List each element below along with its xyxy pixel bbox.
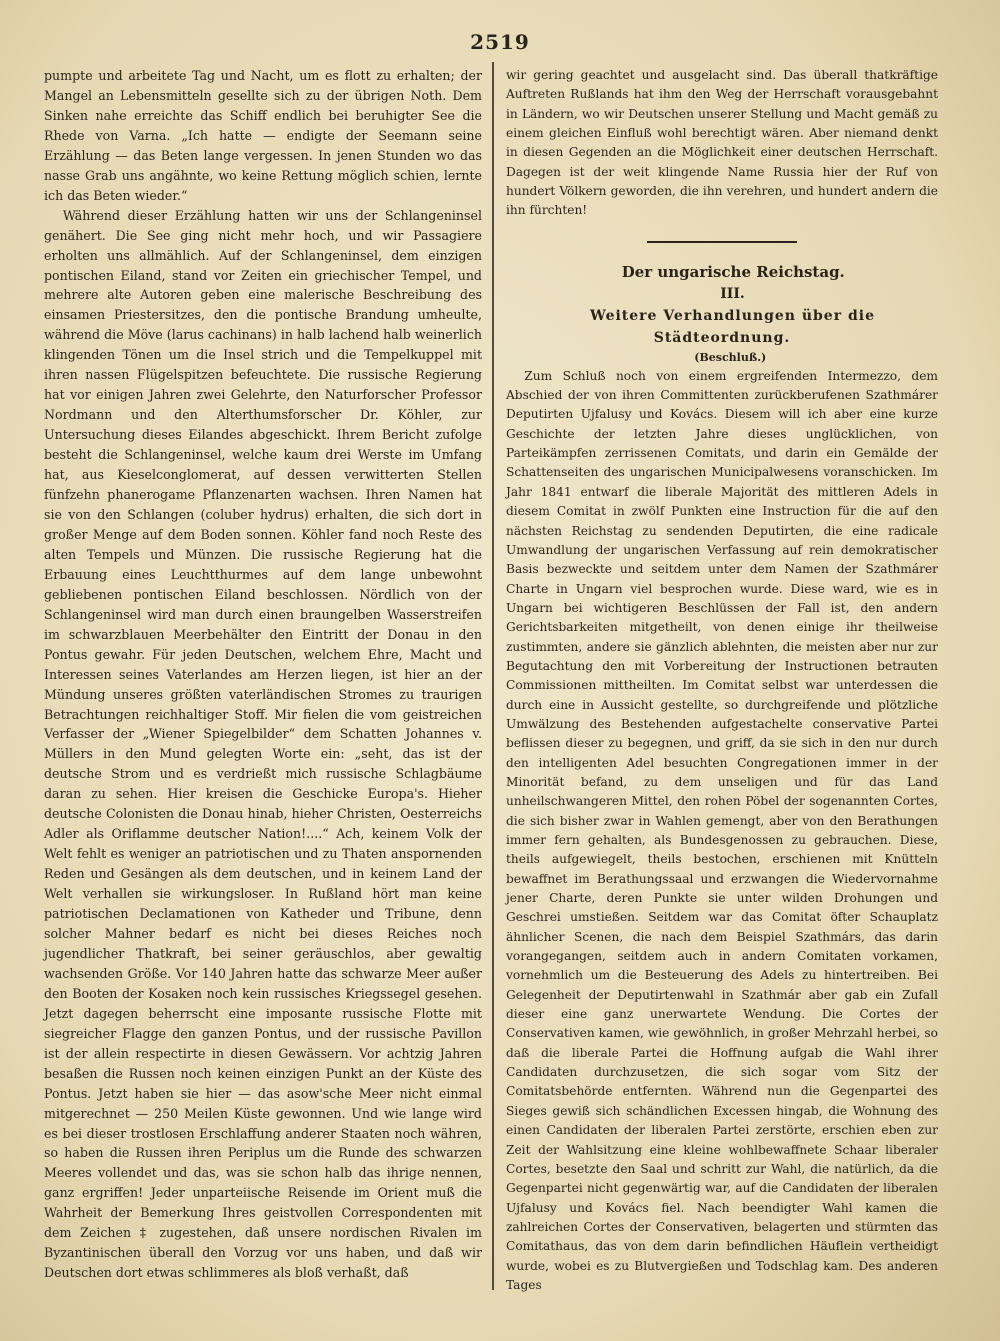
right-column [506, 66, 938, 1295]
right-intro-paragraph: wir gering geachtet und ausgelacht sind. Das überall thatkräftige Auftreten Rußlands hat ihm den Weg der Herrschaft vorausgebahnt in Ländern, wo wir Deutschen unserer Stellung und Macht gemäß zu einem gleichen Einfluß wohl berechtigt wären. Aber niemand denkt in diesen Gegenden an die Möglichkeit einer deutschen Herrschaft. Dagegen ist der weit klingende Name Russia hier der Ruf von hundert Völkern geworden, die ihn verehren, und hundert andern die ihn fürchten! [506, 68, 938, 218]
article-heading: Der ungarische Reichstag. [621, 262, 845, 281]
article-section-title: Weitere Verhandlungen über die Städteordnung. [590, 307, 875, 346]
left-column [44, 66, 482, 1283]
left-paragraph-1: pumpte und arbeitete Tag und Nacht, um es flott zu erhalten; der Mangel an Lebensmitteln gesellte sich zu der übrigen Noth. Dem Sinken nahe erreichte das Schiff endlich bei beruhigter See die Rhede von Varna. „Ich hatte — endigte der Seemann seine Erzählung — das Beten lange vergessen. In jenen Stunden wo das nasse Grab uns angähnte, wo keine Rettung möglich schien, lernte ich das Beten wieder.“ [44, 68, 482, 203]
left-paragraph-2: Während dieser Erzählung hatten wir uns der Schlangeninsel genähert. Die See ging nicht mehr hoch, und wir Passagiere erholten uns allmählich. Auf der Schlangeninsel, dem einzigen pontischen Eiland, stand vor Zeiten ein griechischer Tempel, und mehrere alte Autoren geben eine malerische Beschreibung des einsamen Priestersitzes, den die pontische Brandung umheulte, während die Möve (larus cachinans) in halb lachend halb weinerlich klingenden Tönen um die Insel strich und die Tempelkuppel mit ihren nassen Flügelspitzen befeuchtete. Die russische Regierung hat vor einigen Jahren zwei Gelehrte, den Naturforscher Professor Nordmann und den Alterthumsforscher Dr. Köhler, zur Untersuchung dieses Eilandes abgeschickt. Ihrem Bericht zufolge besteht die Schlangeninsel, welche kaum drei Werste im Umfang hat, aus Kieselconglomerat, auf dessen verwitterten Stellen fünfzehn phanerogame Pflanzenarten wachsen. Ihren Namen hat sie von den Schlangen (coluber hydrus) erhalten, die sich dort in großer Menge auf dem Boden sonnen. Köhler fand noch Reste des alten Tempels und Münzen. Die russische Regierung hat die Erbauung eines Leuchtthurmes auf dem lange unbewohnt gebliebenen pontischen Eiland beschlossen. Nördlich von der Schlangeninsel wird man durch einen braungelben Wasserstreifen im schwarzblauen Meerbehälter den Eintritt der Donau in den Pontus gewahr. Für jeden Deutschen, welchem Ehre, Macht und Interessen seines Vaterlandes am Herzen liegen, ist hier an der Mündung unseres größten vaterländischen Stromes zu traurigen Betrachtungen reichhaltiger Stoff. Mir fielen die vom geistreichen Verfasser der „Wiener Spiegelbilder“ dem Schatten Johannes v. Müllers in den Mund gelegten Worte ein: „seht, das ist der deutsche Strom und es verdrießt mich russische Schlagbäume daran zu sehen. Hier kreisen die Geschicke Europa's. Hieher deutsche Colonisten die Donau hinab, hieher Christen, Oesterreichs Adler als Oriflamme deutscher Nation!....“ Ach, keinem Volk der Welt fehlt es weniger an patriotischen und zu Thaten anspornenden Reden und Gesängen als dem deutschen, und in keinem Land der Welt verhallen sie wirkungsloser. In Rußland hört man keine patriotischen Declamationen von Katheder und Tribune, denn solcher Mahner bedarf es nicht bei dieses Reiches noch jugendlicher Thatkraft, bei seiner geräuschlos, aber gewaltig wachsenden Größe. Vor 140 Jahren hatte das schwarze Meer außer den Booten der Kosaken noch kein russisches Kriegssegel gesehen. Jetzt dagegen beherrscht eine imposante russische Flotte mit siegreicher Flagge den ganzen Pontus, und der russische Pavillon ist der allein respectirte in diesen Gewässern. Vor achtzig Jahren besaßen die Russen noch keinen einzigen Punkt an der Küste des Pontus. Jetzt haben sie hier — das asow'sche Meer nicht einmal mitgerechnet — 250 Meilen Küste gewonnen. Und wie lange wird es bei dieser trostlosen Erschlaffung anderer Staaten noch währen, so haben die Russen ihren Periplus um die Runde des schwarzen Meeres vollendet und das, was sie schon halb das ihrige nennen, ganz ergriffen! Jeder unparteiische Reisende im Orient muß die Wahrheit der Bemerkung Ihres geistvollen Correspondenten mit dem Zeichen ‡ zugestehen, daß unsere nordischen Rivalen im Byzantinischen überall den Vorzug vor uns haben, und daß wir Deutschen dort etwas schlimmeres als bloß verhaßt, daß [44, 207, 482, 1281]
article-part-number: III. [720, 285, 745, 302]
section-separator [647, 241, 797, 243]
article-note: (Beschluß.) [694, 350, 767, 364]
column-divider [492, 62, 494, 1290]
page-number: 2519 [470, 30, 530, 54]
right-paragraph-1: Zum Schluß noch von einem ergreifenden Intermezzo, dem Abschied der von ihren Committenten zurückberufenen Szathmárer Deputirten Ujfalusy und Kovács. Diesem will ich aber eine kurze Geschichte der letzten Jahre dieses unglücklichen, von Parteikämpfen zerrissenen Comitats, und darin ein Gemälde der Schattenseiten des ungarischen Municipalwesens voranschicken. Im Jahr 1841 entwarf die liberale Majorität des mittleren Adels in diesem Comitat in zwölf Punkten eine Instruction für die auf den nächsten Reichstag zu sendenden Deputirten, die eine radicale Umwandlung der ungarischen Verfassung auf rein demokratischer Basis bezweckte und seitdem unter dem Namen der Szathmárer Charte in Ungarn viel besprochen wurde. Diese ward, wie es in Ungarn bei wichtigeren Beschlüssen der Fall ist, den andern Gerichtsbarkeiten mitgetheilt, von denen einige ihr theilweise zustimmten, andere sie gänzlich ablehnten, die meisten aber nur zur Begutachtung den mit Vorbereitung der Instructionen betrauten Commissionen mittheilten. Im Comitat selbst war unterdessen die durch eine in Aussicht gestellte, so durchgreifende und plötzliche Umwälzung des Bestehenden aufgestachelte conservative Partei beflissen dieser zu begegnen, und griff, da sie sich in den nur durch den intelligenten Adel besuchten Congregationen immer in der Minorität befand, zu dem unseligen und für das Land unheilschwangeren Mittel, den rohen Pöbel der sogenannten Cortes, die sich bisher zwar in Wahlen gemengt, aber von den Berathungen immer fern gehalten, als Bundesgenossen zu gebrauchen. Diese, theils aufgewiegelt, theils bestochen, erschienen mit Knütteln bewaffnet im Berathungssaal und erzwangen die Wiedervornahme jener Charte, deren Punkte sie unter wilden Drohungen und Geschrei umstießen. Seitdem war das Comitat öfter Schauplatz ähnlicher Scenen, die nach dem Beispiel Szathmárs, das darin vorangegangen, seitdem auch in andern Comitaten vorkamen, vornehmlich um die Besteuerung des Adels zu hintertreiben. Bei Gelegenheit der Deputirtenwahl in Szathmár aber gab ein Zufall dieser eine ganz unerwartete Wendung. Die Cortes der Conservativen kamen, wie gewöhnlich, in großer Mehrzahl herbei, so daß die liberale Partei die Hoffnung aufgab die Wahl ihrer Candidaten durchzusetzen, die sich sogar vom Sitz der Comitatsbehörde entfernten. Während nun die Gegenpartei des Sieges gewiß sich schändlichen Excessen hingab, die Wohnung des einen Candidaten der liberalen Partei zerstörte, erschien eben zur Zeit der Wahlsitzung eine kleine wohlbewaffnete Schaar liberaler Cortes, besetzte den Saal und schritt zur Wahl, die natürlich, da die Gegenpartei nicht gegenwärtig war, auf die Candidaten der liberalen Ujfalusy und Kovács fiel. Nach beendigter Wahl kamen die zahlreichen Cortes der Conservativen, belagerten und stürmten das Comitathaus, das von dem darin befindlichen Häuflein vertheidigt wurde, wobei es zu Blutvergießen und Todschlag kam. Des anderen Tages [506, 368, 938, 1292]
